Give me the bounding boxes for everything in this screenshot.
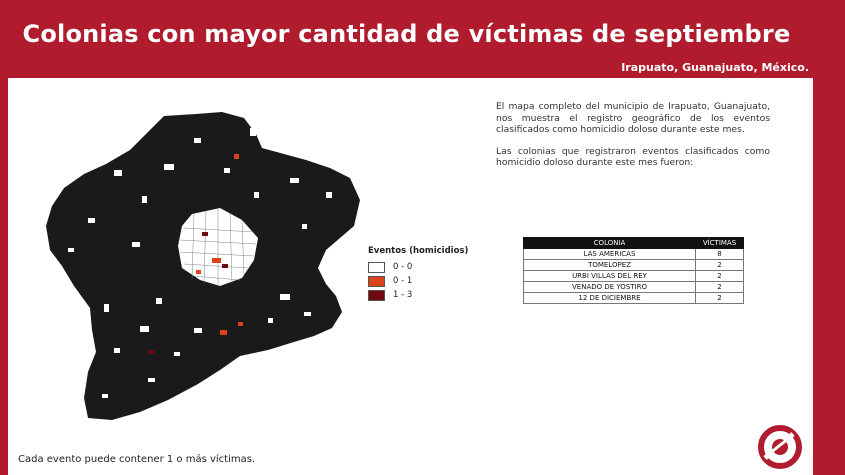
page-subtitle: Irapuato, Guanajuato, México. (621, 61, 809, 74)
table-header-row (524, 238, 744, 249)
legend-swatch (368, 276, 385, 287)
legend-item (368, 274, 468, 288)
municipality-map (44, 108, 364, 423)
frame-right (813, 0, 845, 475)
colonias-table (523, 237, 744, 304)
legend-title: Eventos (homicidios) (368, 246, 469, 256)
cell-colonia: 12 DE DICIEMBRE (524, 293, 696, 304)
description-paragraph-2: Las colonias que registraron eventos clasificados como homicidio doloso durante este mes fueron: (496, 145, 770, 168)
cell-colonia: TOMELOPEZ (524, 260, 696, 271)
page-title: Colonias con mayor cantidad de víctimas de septiembre (22, 20, 791, 48)
cell-colonia: LAS AMERICAS (524, 249, 696, 260)
frame-left (0, 0, 8, 475)
legend-swatch (368, 262, 385, 273)
table-row (524, 249, 744, 260)
brand-logo-icon (755, 424, 805, 470)
footnote: Cada evento puede contener 1 o más víctimas. (18, 454, 256, 465)
cell-victimas: 2 (696, 271, 744, 282)
table-row (524, 271, 744, 282)
cell-victimas: 2 (696, 282, 744, 293)
description (496, 101, 770, 179)
cell-colonia: URBI VILLAS DEL REY (524, 271, 696, 282)
legend-label: 0 - 0 (393, 262, 413, 272)
legend-label: 1 - 3 (393, 290, 413, 300)
table-row (524, 293, 744, 304)
header-victimas: VÍCTIMAS (696, 238, 744, 249)
header-colonia: COLONIA (524, 238, 696, 249)
cell-colonia: VENADO DE YOSTIRO (524, 282, 696, 293)
legend-item (368, 260, 468, 274)
cell-victimas: 2 (696, 293, 744, 304)
cell-victimas: 2 (696, 260, 744, 271)
legend-label: 0 - 1 (393, 276, 413, 286)
legend-item (368, 288, 468, 302)
table-row (524, 260, 744, 271)
content-panel (8, 78, 813, 475)
cell-victimas: 8 (696, 249, 744, 260)
table-row (524, 282, 744, 293)
map-legend (368, 246, 468, 302)
description-paragraph-1: El mapa completo del municipio de Irapuato, Guanajuato, nos muestra el registro geográfico de los eventos clasificados como homicidio doloso durante este mes. (496, 101, 770, 135)
legend-swatch (368, 290, 385, 301)
